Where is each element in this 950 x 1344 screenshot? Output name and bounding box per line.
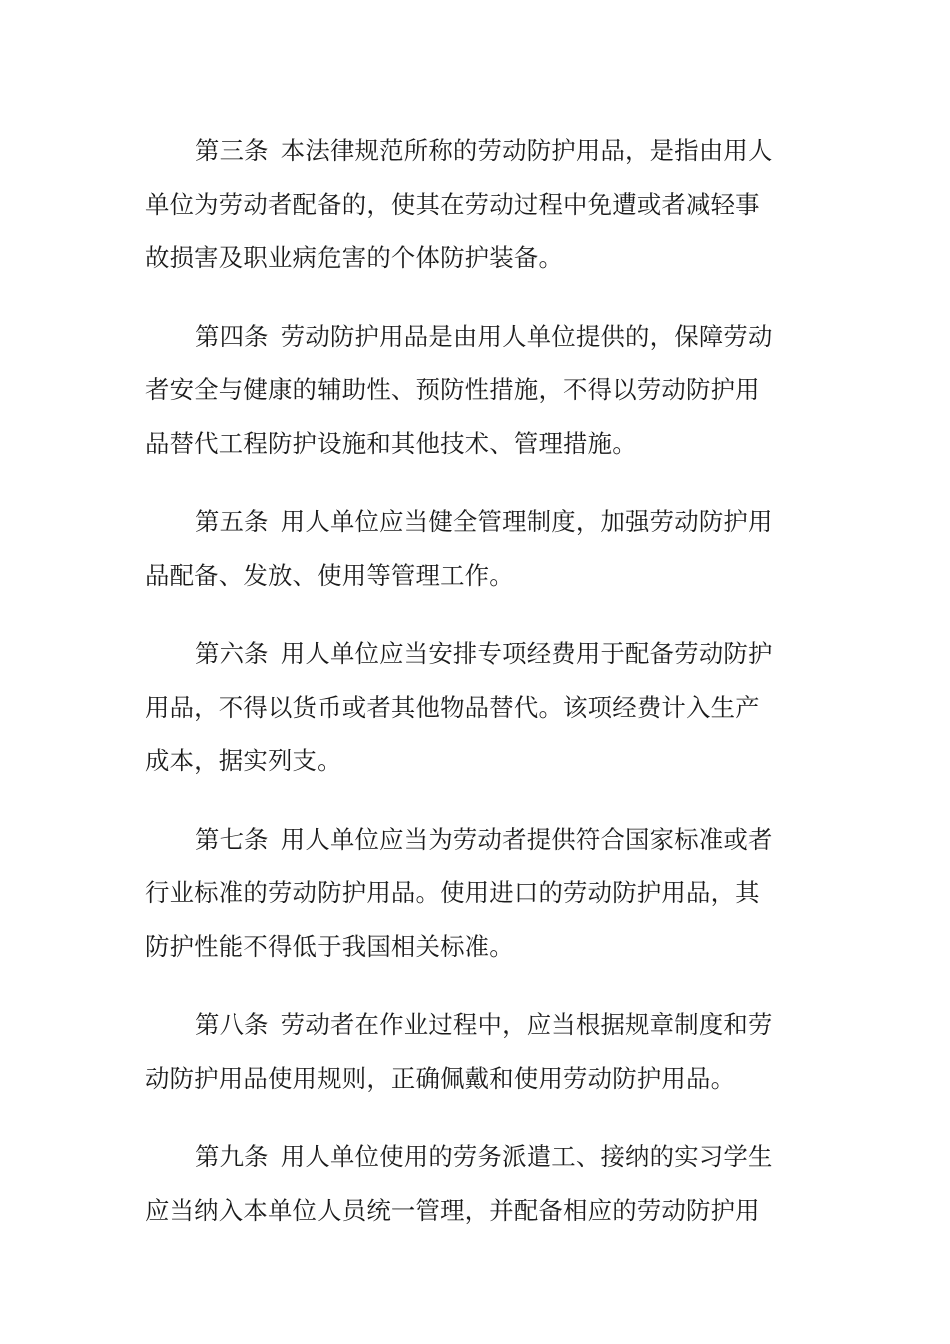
article-line: 行业标准的劳动防护用品。使用进口的劳动防护用品，其 xyxy=(145,878,760,907)
article-line: 单位为劳动者配备的，使其在劳动过程中免遭或者减轻事 xyxy=(145,189,760,219)
article-3 xyxy=(145,124,805,285)
article-number: 第五条 xyxy=(195,507,269,536)
article-line xyxy=(145,813,805,867)
article-line: 品替代工程防护设施和其他技术、管理措施。 xyxy=(145,428,637,458)
article-line xyxy=(145,124,805,178)
article-line: 动防护用品使用规则，正确佩戴和使用劳动防护用品。 xyxy=(145,1063,736,1093)
article-8 xyxy=(145,998,805,1105)
article-6 xyxy=(145,627,805,788)
article-line: 应当纳入本单位人员统一管理，并配备相应的劳动防护用 xyxy=(145,1195,760,1225)
article-number: 第四条 xyxy=(195,321,269,351)
article-text: 用人单位应当安排专项经费用于配备劳动防护 xyxy=(280,639,773,668)
article-line xyxy=(145,310,805,364)
article-4 xyxy=(145,310,805,471)
article-number: 第三条 xyxy=(195,136,269,165)
article-line xyxy=(145,998,805,1052)
document-body xyxy=(145,124,805,1262)
article-number: 第九条 xyxy=(195,1142,269,1171)
article-line xyxy=(145,627,805,681)
article-text: 用人单位应当为劳动者提供符合国家标准或者 xyxy=(280,824,773,854)
article-text: 劳动防护用品是由用人单位提供的，保障劳动 xyxy=(280,321,773,351)
article-5 xyxy=(145,495,805,602)
article-line: 防护性能不得低于我国相关标准。 xyxy=(145,931,514,961)
article-7 xyxy=(145,813,805,974)
article-line: 者安全与健康的辅助性、预防性措施，不得以劳动防护用 xyxy=(145,375,760,404)
article-text: 用人单位使用的劳务派遣工、接纳的实习学生 xyxy=(280,1142,773,1171)
article-9 xyxy=(145,1130,805,1237)
article-line xyxy=(145,495,805,549)
article-number: 第八条 xyxy=(195,1010,269,1039)
article-number: 第七条 xyxy=(195,824,269,854)
article-line: 用品，不得以货币或者其他物品替代。该项经费计入生产 xyxy=(145,692,760,722)
article-text: 本法律规范所称的劳动防护用品，是指由用人 xyxy=(280,136,773,165)
article-text: 劳动者在作业过程中，应当根据规章制度和劳 xyxy=(280,1010,773,1039)
article-number: 第六条 xyxy=(195,639,269,668)
article-text: 用人单位应当健全管理制度，加强劳动防护用 xyxy=(280,507,773,536)
article-line: 成本，据实列支。 xyxy=(145,746,342,775)
article-line xyxy=(145,1130,805,1184)
article-line: 品配备、发放、使用等管理工作。 xyxy=(145,560,514,590)
article-line: 故损害及职业病危害的个体防护装备。 xyxy=(145,243,564,272)
